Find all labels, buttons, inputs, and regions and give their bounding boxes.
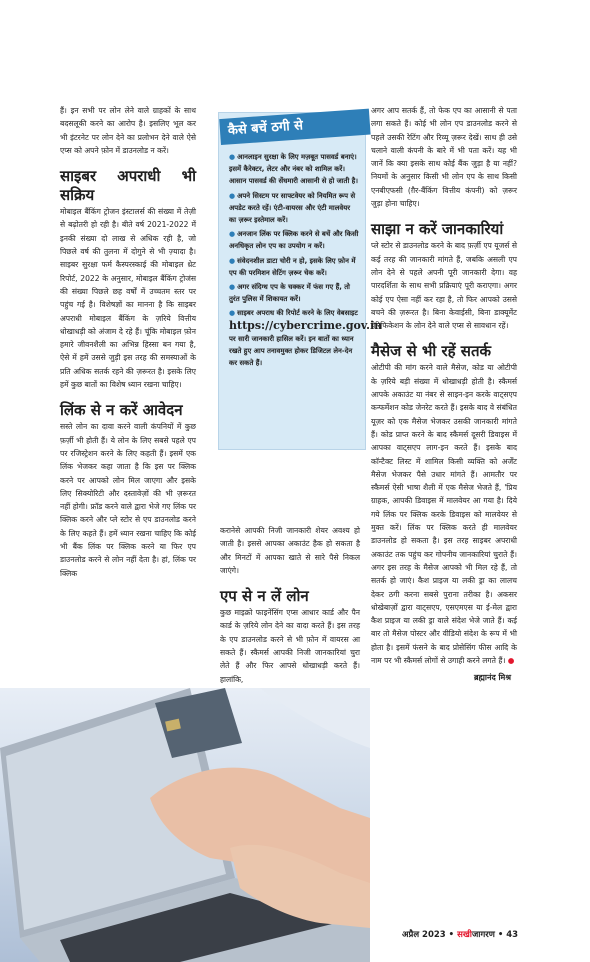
bullet-icon: ● [507,655,515,665]
bullet-icon: ● [229,230,236,239]
cybercrime-url[interactable]: https://cybercrime.gov.in [229,318,383,332]
tip-item: ● संवेदनशील डाटा चोरी न हो, इसके लिए फ़ोन में एप की परमिशन सेटिंग ज़रूर चेक करें। [229,256,356,277]
paragraph: कुछ माइक्रो फाइनेंसिंग एप्स आधार कार्ड और पैन कार्ड के ज़रिये लोन देने का वादा करते हैं। इस तरह के एप डाउनलोड करने से भी फ़ोन में वायरस आ सकते हैं। स्कैमर्स आपकी निजी जानकारियां चुरा लेते हैं और फिर आपसे धोखाधड़ी करते हैं। हालांकि, [220,608,360,684]
paragraph: ओटीपी की मांग करने वाले मैसेज, कोड या ओटीपी के ज़रिये बड़ी संख्या में धोखाधड़ी होती है। स्कैमर्स आपके अकाउंट या नंबर से साइन-इन करके वाट्सएप कन्फर्मेशन कोड जेनरेट करते हैं। इसके बाद वे संबंधित यूज़र को एक मैसेज भेजकर उसकी जानकारी मांगते हैं। कोड प्राप्त करने के बाद स्कैमर्स दूसरी डिवाइस में आपका वाट्सएप लाग-इन करते हैं। इसके बाद कॉन्टैक्ट लिस्ट में शामिल किसी व्यक्ति को अर्जेंट मैसेज भेजकर पैसे उधार मांगते हैं। आमतौर पर स्कैमर्स ऐसी भाषा शैली में एक मैसेज भेजते हैं, 'प्रिय ग्राहक, आपकी डिवाइस में मालवेयर आ गया है। दिये गये लिंक पर क्लिक करके डिवाइस को मालवेयर से मुक्त करें। लिंक पर क्लिक करते ही मालवेयर डाउनलोड हो सकता है। इस तरह साइबर अपराधी अकाउंट तक पहुंच कर गोपनीय जानकारियां चुराते हैं। अगर इस तरह के मैसेज आपको भी मिल रहे हैं, तो सतर्क हो जाएं। कैश प्राइज या लकी ड्रा का लालच देकर ठगी करना सबसे पुराना तरीका है। अकसर धोखेबाज़ों द्वारा वाट्सएप, एसएमएस या ई-मेल द्वारा कैश प्राइज या लकी ड्रा वाले संदेश भेजे जाते हैं। कई बार तो मैसेज पोस्टर और वीडियो संदेश के रूप में भी होता है। इसमें फंसने के बाद प्रोसेसिंग फीस आदि के नाम पर भी स्कैमर्स लोगों से उगाही करने लगते हैं। ● [371,363,517,665]
heading-dont-share: साझा न करें जानकारियां [371,220,504,239]
bullet-icon: ● [229,309,236,318]
bullet-icon: ● [229,256,236,265]
tips-box [218,112,383,450]
paragraph: अगर आप सतर्क हैं, तो फेक एप का आसानी से पता लगा सकते हैं। कोई भी लोन एप डाउनलोड करने से पहले उसकी रेटिंग और रिव्यू ज़रूर देखें। साथ ही उसे चलाने वाली कंपनी के बारे में भी पता करें। यह भी जानें कि क्या इसके साथ कोई बैंक जुड़ा है या नहीं? नियमों के अनुसार किसी भी लोन एप के साथ किसी एनबीएफसी (ग़ैर-बैंकिंग वित्तीय कंपनी) को ज़रूर जुड़ा होना चाहिए। [371,106,517,209]
tip-item: ● साइबर अपराध की रिपोर्ट करने के लिए वेबसाइट https://cybercrime.gov.in पर सारी जानकारी हासिल करें। इन बातों का ध्यान रखते हुए आप तनावमुक्त होकर डिजिटल लेन-देन कर सकते हैं। [229,309,383,368]
paragraph: सस्ते लोन का दावा करने वाली कंपनियों में कुछ फ़र्ज़ी भी होती हैं। ये लोन के लिए सबसे पहले एप पर रजिस्ट्रेशन करने के लिए कहती हैं। इसमें एक लिंक भेजकर कहा जाता है कि इस पर क्लिक करने पर आपको लोन मिल जाएगा और इसके लिए सिक्योरिटी और दस्तावेज़ों की भी ज़रूरत नहीं होगी। फ्रॉड करने वाले द्वारा भेजे गए लिंक पर क्लिक करने और प्ले स्टोर से एप डाउनलोड करने के लिए कहते हैं। हमें ध्यान रखना चाहिए कि कोई भी बैंक लिंक पर क्लिक करने या फिर एप डाउनलोड करने से लोन नहीं देता है। हां, लिंक पर क्लिक [60,422,196,578]
column-1 [60,104,196,580]
bullet-icon: ● [229,153,236,161]
heading-cyber-criminals: साइबर अपराधी भी सक्रिय [60,167,196,205]
tip-item: ● अपने सिस्टम पर साफ्टवेयर को नियमित रूप से अपडेट करते रहें। एंटी-वायरस और एंटी मालवेयर का ज़रूर इस्तेमाल करें। [229,191,356,225]
page-footer: अप्रैल 2023 • सखीजागरण • 43 [402,930,519,940]
shirt-sleeve [260,688,370,748]
paragraph: प्ले स्टोर से डाउनलोड करने के बाद फ़र्ज़ी एप यूजर्स से कई तरह की जानकारी मांगते हैं, जबकि असली एप लोन देने से पहले अपनी पूरी जानकारी देगा। वह पारदर्शिता के साथ सभी प्रक्रियाएं पूरी कराएगा। अगर कोई एप ऐसा नहीं कर रहा है, तो फिर आपको उससे बचने की ज़रूरत है। बिना केवाईसी, बिना डाक्यूमेंट वेरिफिकेशन के लोन देने वाले एप्स से सावधान रहें। [371,241,517,331]
heading-message-alert: मैसेज से भी रहें सतर्क [371,342,492,361]
laptop-illustration [0,688,370,962]
laptop-card-photo [0,688,370,962]
tips-list [219,151,383,369]
column-3 [371,104,517,685]
paragraph: मोबाइल बैंकिंग ट्रोजन इंस्टालर्स की संख्या में तेज़ी से बढ़ोतरी हो रही है। बीते वर्ष 2021-2022 में इनकी संख्या दो लाख से अधिक रही है, जो पिछले वर्ष की तुलना में दोगुने से भी ज़्यादा है। साइबर सुरक्षा फर्म कैस्परस्काई की मोबाइल थ्रेट रिपोर्ट, 2022 के अनुसार, मोबाइल बैंकिंग ट्रोजंस की संख्या पिछले छह वर्षों में उच्चतम स्तर पर पहुंच गई है। विशेषज्ञों का मानना है कि साइबर अपराधी मोबाइल बैंकिंग के ज़रिये वित्तीय धोखाधड़ी को अंजाम दे रहे हैं। चूंकि मोबाइल फ़ोन हमारे जीवनशैली का अभिन्न हिस्सा बन गया है, ऐसे में हमें उससे जुड़ी इस तरह की समस्याओं के प्रति अधिक सतर्क रहने की ज़रूरत है। इसके लिए हमें कुछ बातों का विशेष ध्यान रखना चाहिए। [60,207,196,390]
column-2 [220,524,360,686]
paragraph: करानेसे आपकी निजी जानकारी शेयर अवश्य हो जाती है। इससे आपका अकाउंट हैक हो सकता है और मिनटों में आपका खाते से सारे पैसे निकल जाएंगे। [220,526,360,575]
tip-item: ● अनजान लिंक पर क्लिक करने से बचें और किसी अनधिकृत लोन एप का उपयोग न करें। [229,230,359,251]
bullet-icon: ● [229,191,236,200]
bullet-icon: ● [229,283,236,292]
tip-item: ● आनलाइन सुरक्षा के लिए मज़बूत पासवर्ड बनाएं। इसमें कैरेक्टर, लेटर और नंबर को शामिल करें। आसान पासवर्ड की सेंधमारी आसानी से हो जाती है। [229,153,358,186]
heading-no-app-loan: एप से न लें लोन [220,587,309,606]
magazine-brand: सखी [457,930,472,940]
tips-box-title: कैसे बचें ठगी से [219,109,370,145]
paragraph: हैं। इन सभी पर लोन लेने वाले ग्राहकों के साथ बदसलूकी करने का आरोप है। इसलिए भूल कर भी इंटरनेट पर लोन देने का प्रलोभन देने वाले ऐसे एप्स को अपने फ़ोन में डाउनलोड न करें। [60,106,196,155]
tip-item: ● अगर संदिग्ध एप के चक्कर में फंस गए हैं, तो तुरंत पुलिस में शिकायत करें। [229,283,350,304]
heading-link-apply: लिंक से न करें आवेदन [60,401,183,420]
author-name: ब्रह्मानंद मिश्र [473,673,511,683]
